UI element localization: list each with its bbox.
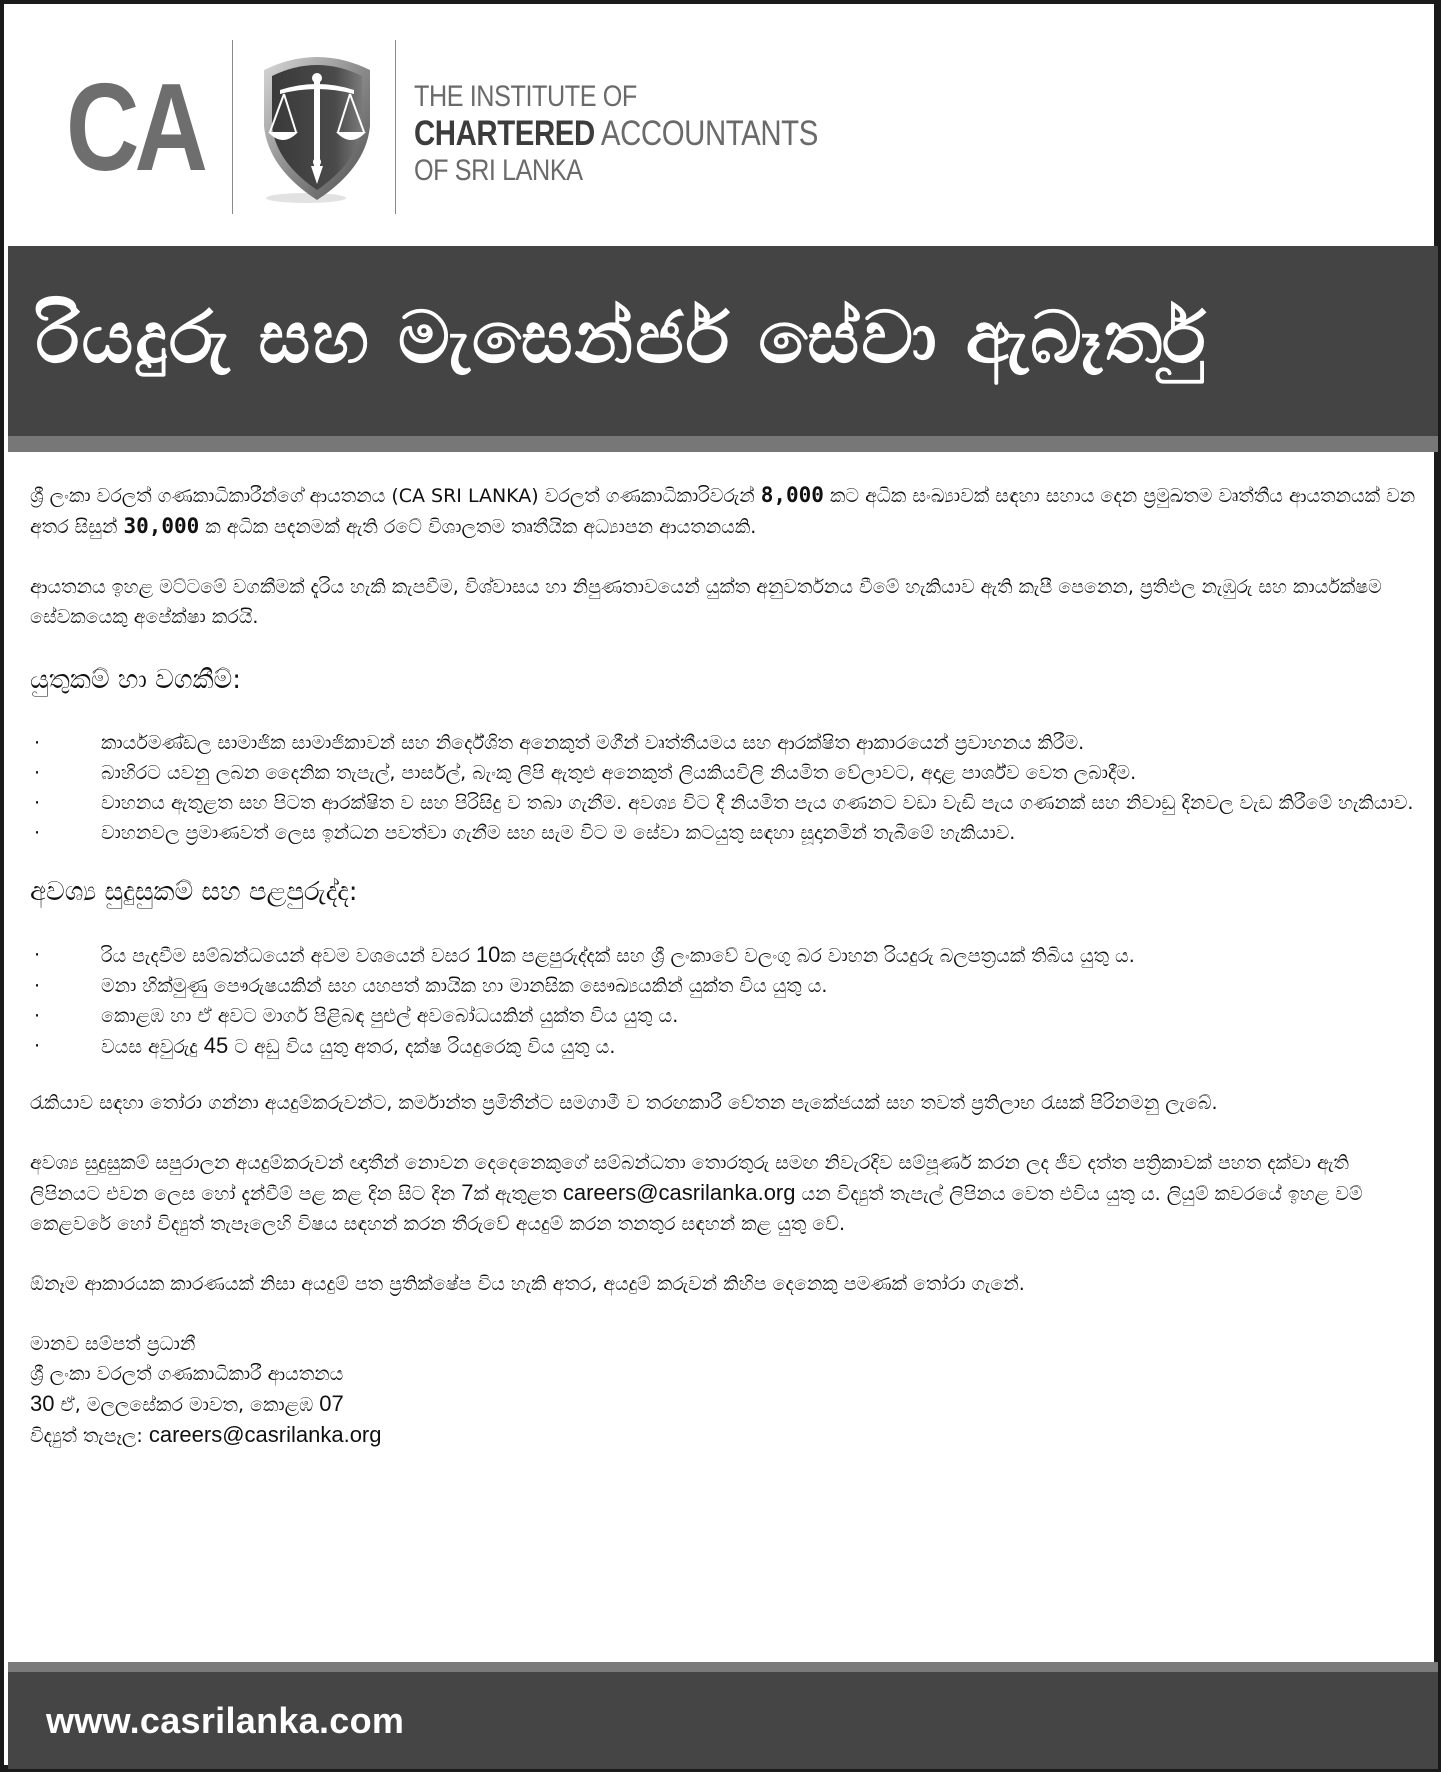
page-title: රියදුරු සහ මැසෙන්ජර් සේවා ඇබෑර්තු — [36, 295, 1208, 379]
institute-name-line1: THE INSTITUTE OF — [414, 80, 637, 113]
bullet: · — [34, 975, 41, 997]
email-label: විද්‍යුත් තැපෑල: — [30, 1425, 149, 1447]
list-item-text: වයස අවුරුදු — [101, 1036, 204, 1058]
duties-heading: යුතුකම් හා වගකීම්: — [30, 665, 242, 695]
application-paragraph — [30, 1148, 1420, 1239]
contact-email-link[interactable]: careers@casrilanka.org — [148, 1422, 382, 1447]
title-banner — [8, 246, 1438, 436]
website-link[interactable]: www.casrilanka.com — [46, 1700, 405, 1741]
list-item-text: මනා හික්මුණු පෞරුෂයකින් සහ යහපත් කායික හා මානසික සෞඛ්‍යයකින් යුක්ත විය යුතු ය. — [101, 975, 828, 997]
intro-text: ක අධික පදනමක් ඇති රටේ විශාලතම තෘතීයික අධ්‍යාපන ආයතනයකි. — [199, 516, 757, 538]
institute-name-accountants: ACCOUNTANTS — [594, 114, 818, 153]
duties-list — [30, 728, 1420, 848]
intro-paragraph-1 — [30, 480, 1420, 542]
list-item — [30, 758, 1420, 788]
contact-address — [30, 1329, 1420, 1451]
institute-name-line3: OF SRI LANKA — [414, 154, 583, 187]
intro-text: ශ්‍රී ලංකා වරලත් ගණකාධිකාරීන්ගේ ආයතනය (CA SRI LANKA) වරලත් ගණකාධිකාරිවරුන් — [30, 485, 761, 507]
max-age: 45 — [203, 1033, 229, 1058]
bullet: · — [34, 1035, 41, 1057]
logo-divider-right — [395, 40, 396, 214]
footer-strip — [8, 1662, 1438, 1672]
address-email — [30, 1420, 1420, 1451]
institute-name-chartered: CHARTERED — [414, 114, 595, 153]
intro-text: කට අධික සංඛ්‍යාවක් සඳහා සහාය දෙන ප්‍රමුඛතම වෘත්තීය ආයතනයක් වන අතර සිසුන් — [30, 485, 1416, 538]
member-count: 8,000 — [760, 483, 824, 507]
list-item-text: වාහනවල ප්‍රමාණවත් ලෙස ඉන්ධන පවත්වා ගැනීම සහ සැම විට ම සේවා කටයුතු සඳහා සූදානමින් තැබීමේ හැකියාව. — [101, 822, 1016, 844]
experience-years: 10 — [475, 942, 501, 967]
address-organization: ශ්‍රී ලංකා වරලත් ගණකාධිකාරී ආයතනය — [30, 1363, 344, 1385]
requirements-heading: අවශ්‍ය සුදුසුකම් සහ පළපුරුද්ද: — [30, 877, 358, 907]
header-logo-area — [4, 4, 1434, 242]
list-item — [30, 1001, 1420, 1031]
institute-name — [414, 82, 818, 186]
list-item — [30, 818, 1420, 848]
postal-code: 07 — [319, 1391, 344, 1416]
application-text: යන විද්‍යුත් තැපැල් ලිපිනය වෙත එවිය යුතු ය. ලියුම් කවරයේ ඉහළ වම් කෙළවරේ හෝ විද්‍යුත් තැපෑලෙහි විෂය සඳහන් කරන තීරුවේ අයදුම් කරන තනතුර සඳහන් කළ යුතු වේ. — [30, 1183, 1363, 1235]
street-name: ඒ, මලලසේකර මාවත, කොළඹ — [54, 1394, 320, 1416]
address-street — [30, 1389, 1420, 1420]
bullet: · — [34, 762, 41, 784]
intro-paragraph-2: ආයතනය ඉහළ මට්ටමේ වගකීමක් දැරිය හැකි කැපවීම, විශ්වාසය හා නිපුණතාවයෙන් යුක්ත අනුවර්තනය වීමේ හැකියාව ඇති කැපී පෙනෙන, ප්‍රතිඵල නැඹුරු සහ කාර්යක්ෂම සේවකයෙකු අපේක්ෂා කරයි. — [30, 576, 1382, 628]
list-item — [30, 728, 1420, 758]
list-item-text: කොළඹ හා ඒ අවට මාර්ග පිළිබඳ පුළුල් අවබෝධයකින් යුක්ත විය යුතු ය. — [101, 1005, 679, 1027]
deadline-days: 7 — [461, 1180, 474, 1205]
list-item — [30, 940, 1420, 971]
institute-name-line2 — [414, 116, 818, 151]
bullet: · — [34, 1005, 41, 1027]
list-item-text: බාහිරට යවනු ලබන දෛනික තැපැල්, පාර්සල්, බැංකු ලිපි ඇතුළු අනෙකුත් ලියකියවිලි නියමිත වේලාවට, අදාළ පාර්ශ්ව වෙත ලබාදීම. — [101, 762, 1137, 784]
salary-paragraph: රැකියාව සඳහා තෝරා ගන්නා අයදුම්කරුවන්ට, කර්මාන්ත ප්‍රමිතීන්ට සමගාමී ව තරඟකාරී වේතන පැකේජයක් සහ තවත් ප්‍රතිලාභ රැසක් පිරිනමනු ලැබේ. — [30, 1092, 1218, 1114]
list-item-text: කාර්යමණ්ඩල සාමාජික සාමාජිකාවන් සහ නිර්දේශිත අනෙකුත් මගීන් වෘත්තීයමය සහ ආරක්ෂිත ආකාරයෙන් ප්‍රවාහනය කිරීම. — [101, 732, 1085, 754]
rejection-paragraph: ඕනෑම ආකාරයක කාරණයක් නිසා අයදුම් පත ප්‍රතික්ෂේප විය හැකි අතර, අයදුම් කරුවන් කිහිප දෙනෙකු පමණක් තෝරා ගැනේ. — [30, 1273, 1025, 1295]
list-item-text: ක පළපුරුද්දක් සහ ශ්‍රී ලංකාවේ වලංගු බර වාහන රියදුරු බලපත්‍රයක් තිබිය යුතු ය. — [500, 945, 1135, 967]
list-item-text: ට අඩු විය යුතු අතර, දක්ෂ රියදුරෙකු විය යුතු ය. — [228, 1036, 616, 1058]
bullet: · — [34, 944, 41, 966]
footer-bar — [8, 1672, 1438, 1769]
student-count: 30,000 — [123, 514, 200, 538]
bullet: · — [34, 792, 41, 814]
scales-of-justice-shield-icon — [256, 48, 378, 204]
street-number: 30 — [30, 1391, 55, 1416]
list-item — [30, 788, 1420, 818]
address-title: මානව සම්පත් ප්‍රධානී — [30, 1333, 196, 1355]
application-text: ක් ඇතුළත — [473, 1183, 563, 1205]
ca-logo-mark: CA — [66, 59, 204, 197]
title-banner-strip — [8, 436, 1438, 452]
careers-email-link[interactable]: careers@casrilanka.org — [562, 1180, 796, 1205]
application-text: අවශ්‍ය සුදුසුකම් සපුරාලන අයදුම්කරුවන් ඥාතීන් නොවන දෙදෙනෙකුගේ සම්බන්ධතා තොරතුරු සමඟ නිවැරදිව සම්පූර්ණ කරන ලද ජීව දත්ත පත්‍රිකාවක් පහත දක්වා ඇති ලිපිනයට එවන ලෙස හෝ දැන්වීම් පළ කළ දින සිට දින — [30, 1152, 1349, 1205]
advertisement-body — [30, 480, 1420, 1451]
list-item-text: වාහනය ඇතුළත සහ පිටත ආරක්ෂිත ව සහ පිරිසිදු ව තබා ගැනීම. අවශ්‍ය විට දී නියමිත පැය ගණනට වඩා වැඩි පැය ගණනක් සහ නිවාඩු දිනවල වැඩ කිරීමේ හැකියාව. — [101, 792, 1414, 814]
list-item — [30, 1031, 1420, 1062]
list-item-text: රිය පැදවීම සම්බන්ධයෙන් අවම වශයෙන් වසර — [101, 945, 476, 967]
logo-divider-left — [232, 40, 233, 214]
list-item — [30, 971, 1420, 1001]
bullet: · — [34, 822, 41, 844]
bullet: · — [34, 732, 41, 754]
requirements-list — [30, 940, 1420, 1062]
